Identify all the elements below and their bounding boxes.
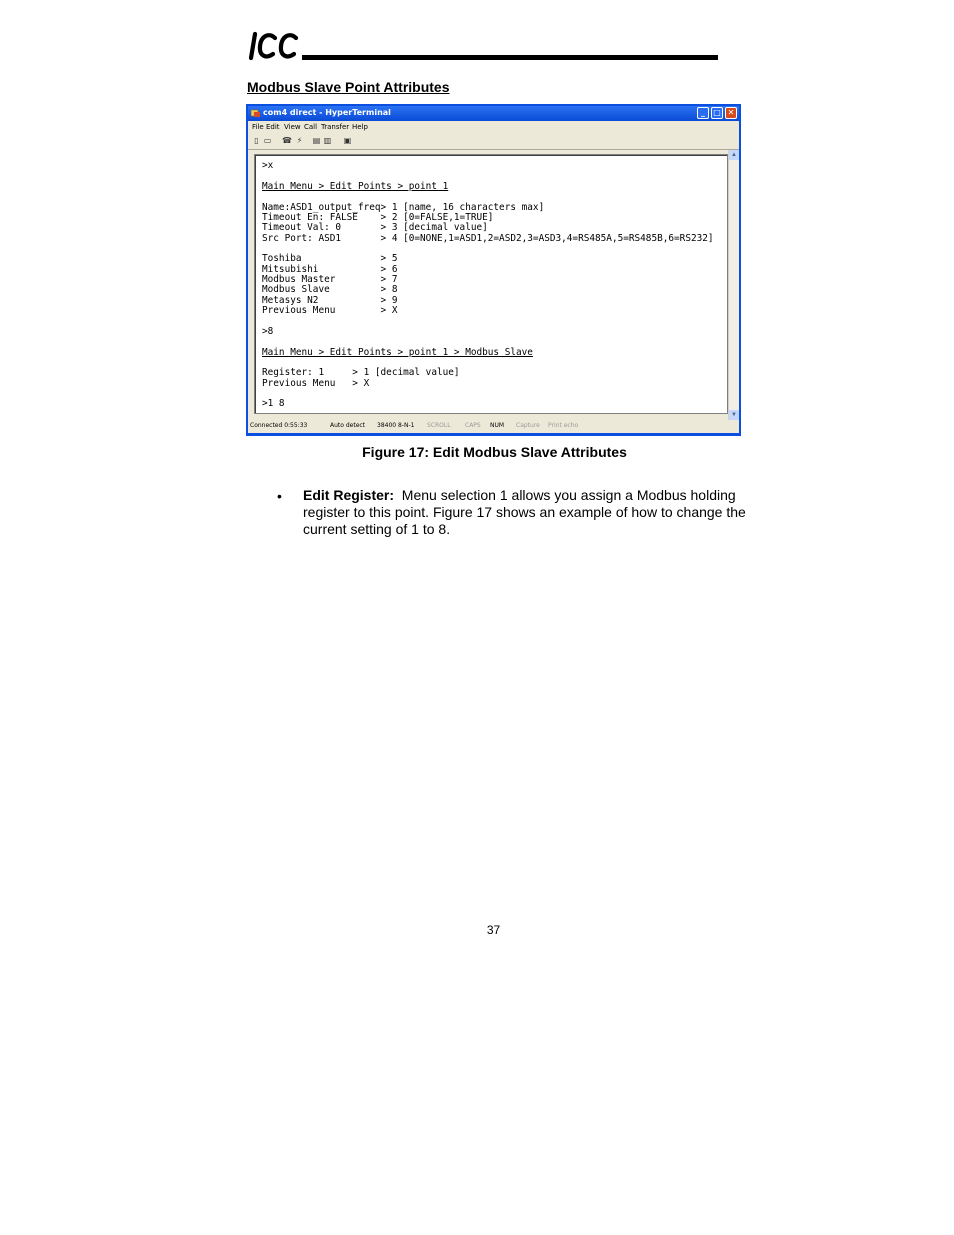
terminal-line: Modbus Slave > 8: [262, 284, 398, 296]
window-title: com4 direct - HyperTerminal: [263, 108, 391, 117]
terminal-line: >1 8: [262, 398, 285, 410]
menu-call[interactable]: Call: [304, 123, 318, 131]
status-num: NUM: [490, 422, 505, 429]
status-print-echo: Print echo: [548, 422, 579, 429]
terminal-line: Main Menu > Edit Points > point 1 > Modbus Slave: [262, 346, 533, 358]
status-detect: Auto detect: [330, 422, 366, 429]
title-bar[interactable]: [248, 106, 739, 121]
bullet-paragraph: [303, 487, 748, 538]
terminal-line: Metasys N2 > 9: [262, 294, 398, 306]
icc-logo: [247, 28, 307, 64]
terminal-frame: [248, 150, 739, 420]
close-button[interactable]: ✕: [725, 107, 737, 119]
status-scroll: SCROLL: [427, 422, 451, 429]
terminal-line: Register: 1 > 1 [decimal value]: [262, 367, 460, 379]
terminal-line: Previous Menu > X: [262, 305, 398, 317]
status-connected: Connected 0:55:33: [250, 422, 308, 429]
menu-file[interactable]: File: [252, 123, 264, 131]
properties-icon[interactable]: ▣: [343, 136, 352, 145]
terminal-line: Mitsubishi > 6: [262, 263, 398, 275]
terminal-line: >8: [262, 325, 274, 337]
vertical-scrollbar[interactable]: [728, 150, 739, 420]
status-caps: CAPS: [465, 422, 481, 429]
terminal-screen[interactable]: [254, 154, 728, 414]
scroll-up-icon[interactable]: ▲: [729, 150, 739, 160]
section-heading: Modbus Slave Point Attributes: [247, 79, 450, 95]
bullet-label: Edit Register:: [303, 487, 395, 503]
status-capture: Capture: [516, 422, 540, 429]
menu-bar: [248, 121, 739, 133]
toolbar: [248, 133, 739, 150]
terminal-line: Toshiba > 5: [262, 253, 398, 265]
terminal-line: Previous Menu > X: [262, 377, 370, 389]
terminal-line: Main Menu > Edit Points > point 1: [262, 180, 449, 192]
receive-icon[interactable]: ▥: [323, 136, 332, 145]
hyperterminal-window: [246, 104, 741, 436]
send-icon[interactable]: ▤: [312, 136, 321, 145]
phone-icon[interactable]: ☎: [282, 136, 292, 145]
figure-caption: Figure 17: Edit Modbus Slave Attributes: [362, 444, 627, 460]
terminal-line: Name:ASD1_output_freq> 1 [name, 16 characters max]: [262, 201, 545, 213]
menu-view[interactable]: View: [284, 123, 301, 131]
terminal-line: Modbus Master > 7: [262, 274, 398, 286]
menu-help[interactable]: Help: [352, 123, 368, 131]
status-baud: 38400 8-N-1: [377, 422, 415, 429]
maximize-button[interactable]: □: [711, 107, 723, 119]
bullet-symbol: •: [277, 488, 282, 504]
bullet-text: Menu selection 1 allows you assign a Modbus holding register to this point. Figure 17 shows an example of how to change the current setting of 1 to 8.: [303, 487, 746, 537]
open-icon[interactable]: ▭: [263, 136, 272, 145]
page-number: 37: [486, 923, 501, 937]
hyperterminal-icon: [251, 109, 260, 118]
header-rule: [302, 55, 718, 60]
terminal-line: >x: [262, 160, 274, 171]
menu-edit[interactable]: Edit: [266, 123, 280, 131]
status-bar: [248, 420, 739, 433]
terminal-line: Src Port: ASD1 > 4 [0=NONE,1=ASD1,2=ASD2,3=ASD3,4=RS485A,5=RS485B,6=RS232]: [262, 232, 714, 244]
terminal-line: Timeout En: FALSE > 2 [0=FALSE,1=TRUE]: [262, 211, 494, 223]
minimize-button[interactable]: _: [697, 107, 709, 119]
disconnect-icon[interactable]: ⚡: [296, 136, 303, 145]
terminal-line: Timeout Val: 0 > 3 [decimal value]: [262, 222, 488, 234]
new-icon[interactable]: ▯: [254, 136, 259, 145]
menu-transfer[interactable]: Transfer: [321, 123, 350, 131]
scroll-down-icon[interactable]: ▼: [729, 410, 739, 420]
